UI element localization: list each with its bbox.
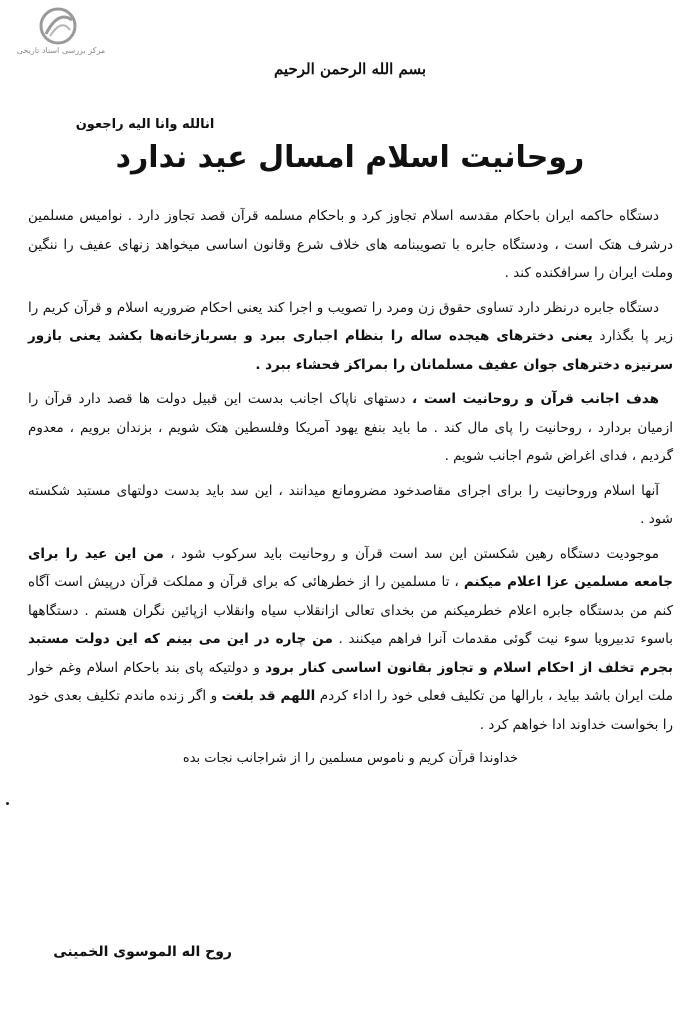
paragraph-5-text-d: و اگر زنده ماندم تکلیف بعدی خود را بخواست خداوند ادا خواهم کرد . (28, 688, 673, 733)
paragraph-4: آنها اسلام وروحانیت را برای اجرای مقاصدخود مضرومانع میدانند ، این سد باید بدست دولتهای مستبد شکسته شود . (28, 482, 673, 527)
paragraph-2-text: دستگاه جابره درنظر دارد تساوی حقوق زن ومرد را تصویب و اجرا کند یعنی احکام ضروریه اسلام و قرآن کریم را زیر پا بگذارد (28, 299, 673, 344)
paragraph-1: دستگاه حاکمه ایران باحکام مقدسه اسلام تجاوز کرد و باحکام مسلمه قرآن قصد تجاوز دارد . نوامیس مسلمین درشرف هتک است ، ودستگاه جابره با تصویبنامه های خلاف شرع وقانون اساسی میخواهد زنهای عفیف را ننگین وملت ایران را سرافکنده کند . (28, 208, 673, 281)
page-title: روحانیت اسلام امسال عید ندارد (115, 140, 585, 175)
document-body (28, 202, 673, 780)
paragraph-2 (28, 294, 673, 380)
paragraph-2-bold: یعنی دخترهای هیجده ساله را بنظام اجباری ببرد و بسربازخانه‌ها بکشد یعنی بازور سرنیزه دخترهای جوان عفیف مسلمانان را بمراکز فحشاء ببرد . (28, 328, 673, 373)
archive-emblem-icon (36, 6, 80, 46)
archive-logo-text: مرکز بررسی اسناد تاریخی (16, 46, 106, 55)
signature: روح اله الموسوی الخمینی (53, 944, 232, 960)
inna-lillah-line: انالله وانا الیه راجعون (75, 117, 215, 132)
paragraph-3-text: دستهای ناپاک اجانب بدست این قبیل دولت ها قصد دارد قرآن را ازمیان بردارد ، روحانیت را پای مال کند . ما باید بنفع یهود آمریکا وفلسطین هتک شویم ، بزندان برویم ، معدوم گردیم ، فدای اغراض شوم اجانب شویم . (28, 391, 673, 464)
paragraph-5 (28, 540, 673, 740)
paragraph-3-bold: هدف اجانب قرآن و روحانیت است ، (411, 391, 659, 407)
paragraph-5-bold-c: اللهم قد بلغت (221, 688, 316, 704)
paragraph-5-bold-b: من چاره در این می بینم که این دولت مستبد بجرم تخلف از احکام اسلام و تجاوز بقانون اساسی کنار برود (28, 631, 674, 676)
scan-speck (6, 802, 9, 805)
bismillah-heading: بسم الله الرحمن الرحیم (273, 60, 427, 78)
closing-prayer: خداوندا قرآن کریم و ناموس مسلمین را از شراجانب نجات بده (182, 751, 519, 766)
paragraph-3 (28, 385, 673, 471)
paragraph-5-bold-a: من این عید را برای جامعه مسلمین عزا اعلام میکنم (28, 545, 674, 590)
archive-logo (6, 6, 116, 56)
paragraph-5-text-a: موجودیت دستگاه رهین شکستن این سد است قرآن و روحانیت باید سرکوب شود ، (170, 545, 660, 562)
paragraph-5-text-c: و دولتیکه پای بند باحکام اسلام وغم خوار ملت ایران باشد بیاید ، بارالها من تکلیف فعلی خود را اداء کردم (28, 659, 673, 704)
paragraph-5-text-b: ، تا مسلمین را از خطرهائی که برای قرآن و مملکت قرآن درپیش است آگاه کنم من بدستگاه جابره اعلام خطرمیکنم من بخدای تعالی ازانقلاب سیاه وانقلاب ازپائین نگران هستم . دستگاهها باسوء تدبیرویا سوء نیت گوئی مقدمات آنرا فراهم میکنند . (28, 574, 673, 647)
